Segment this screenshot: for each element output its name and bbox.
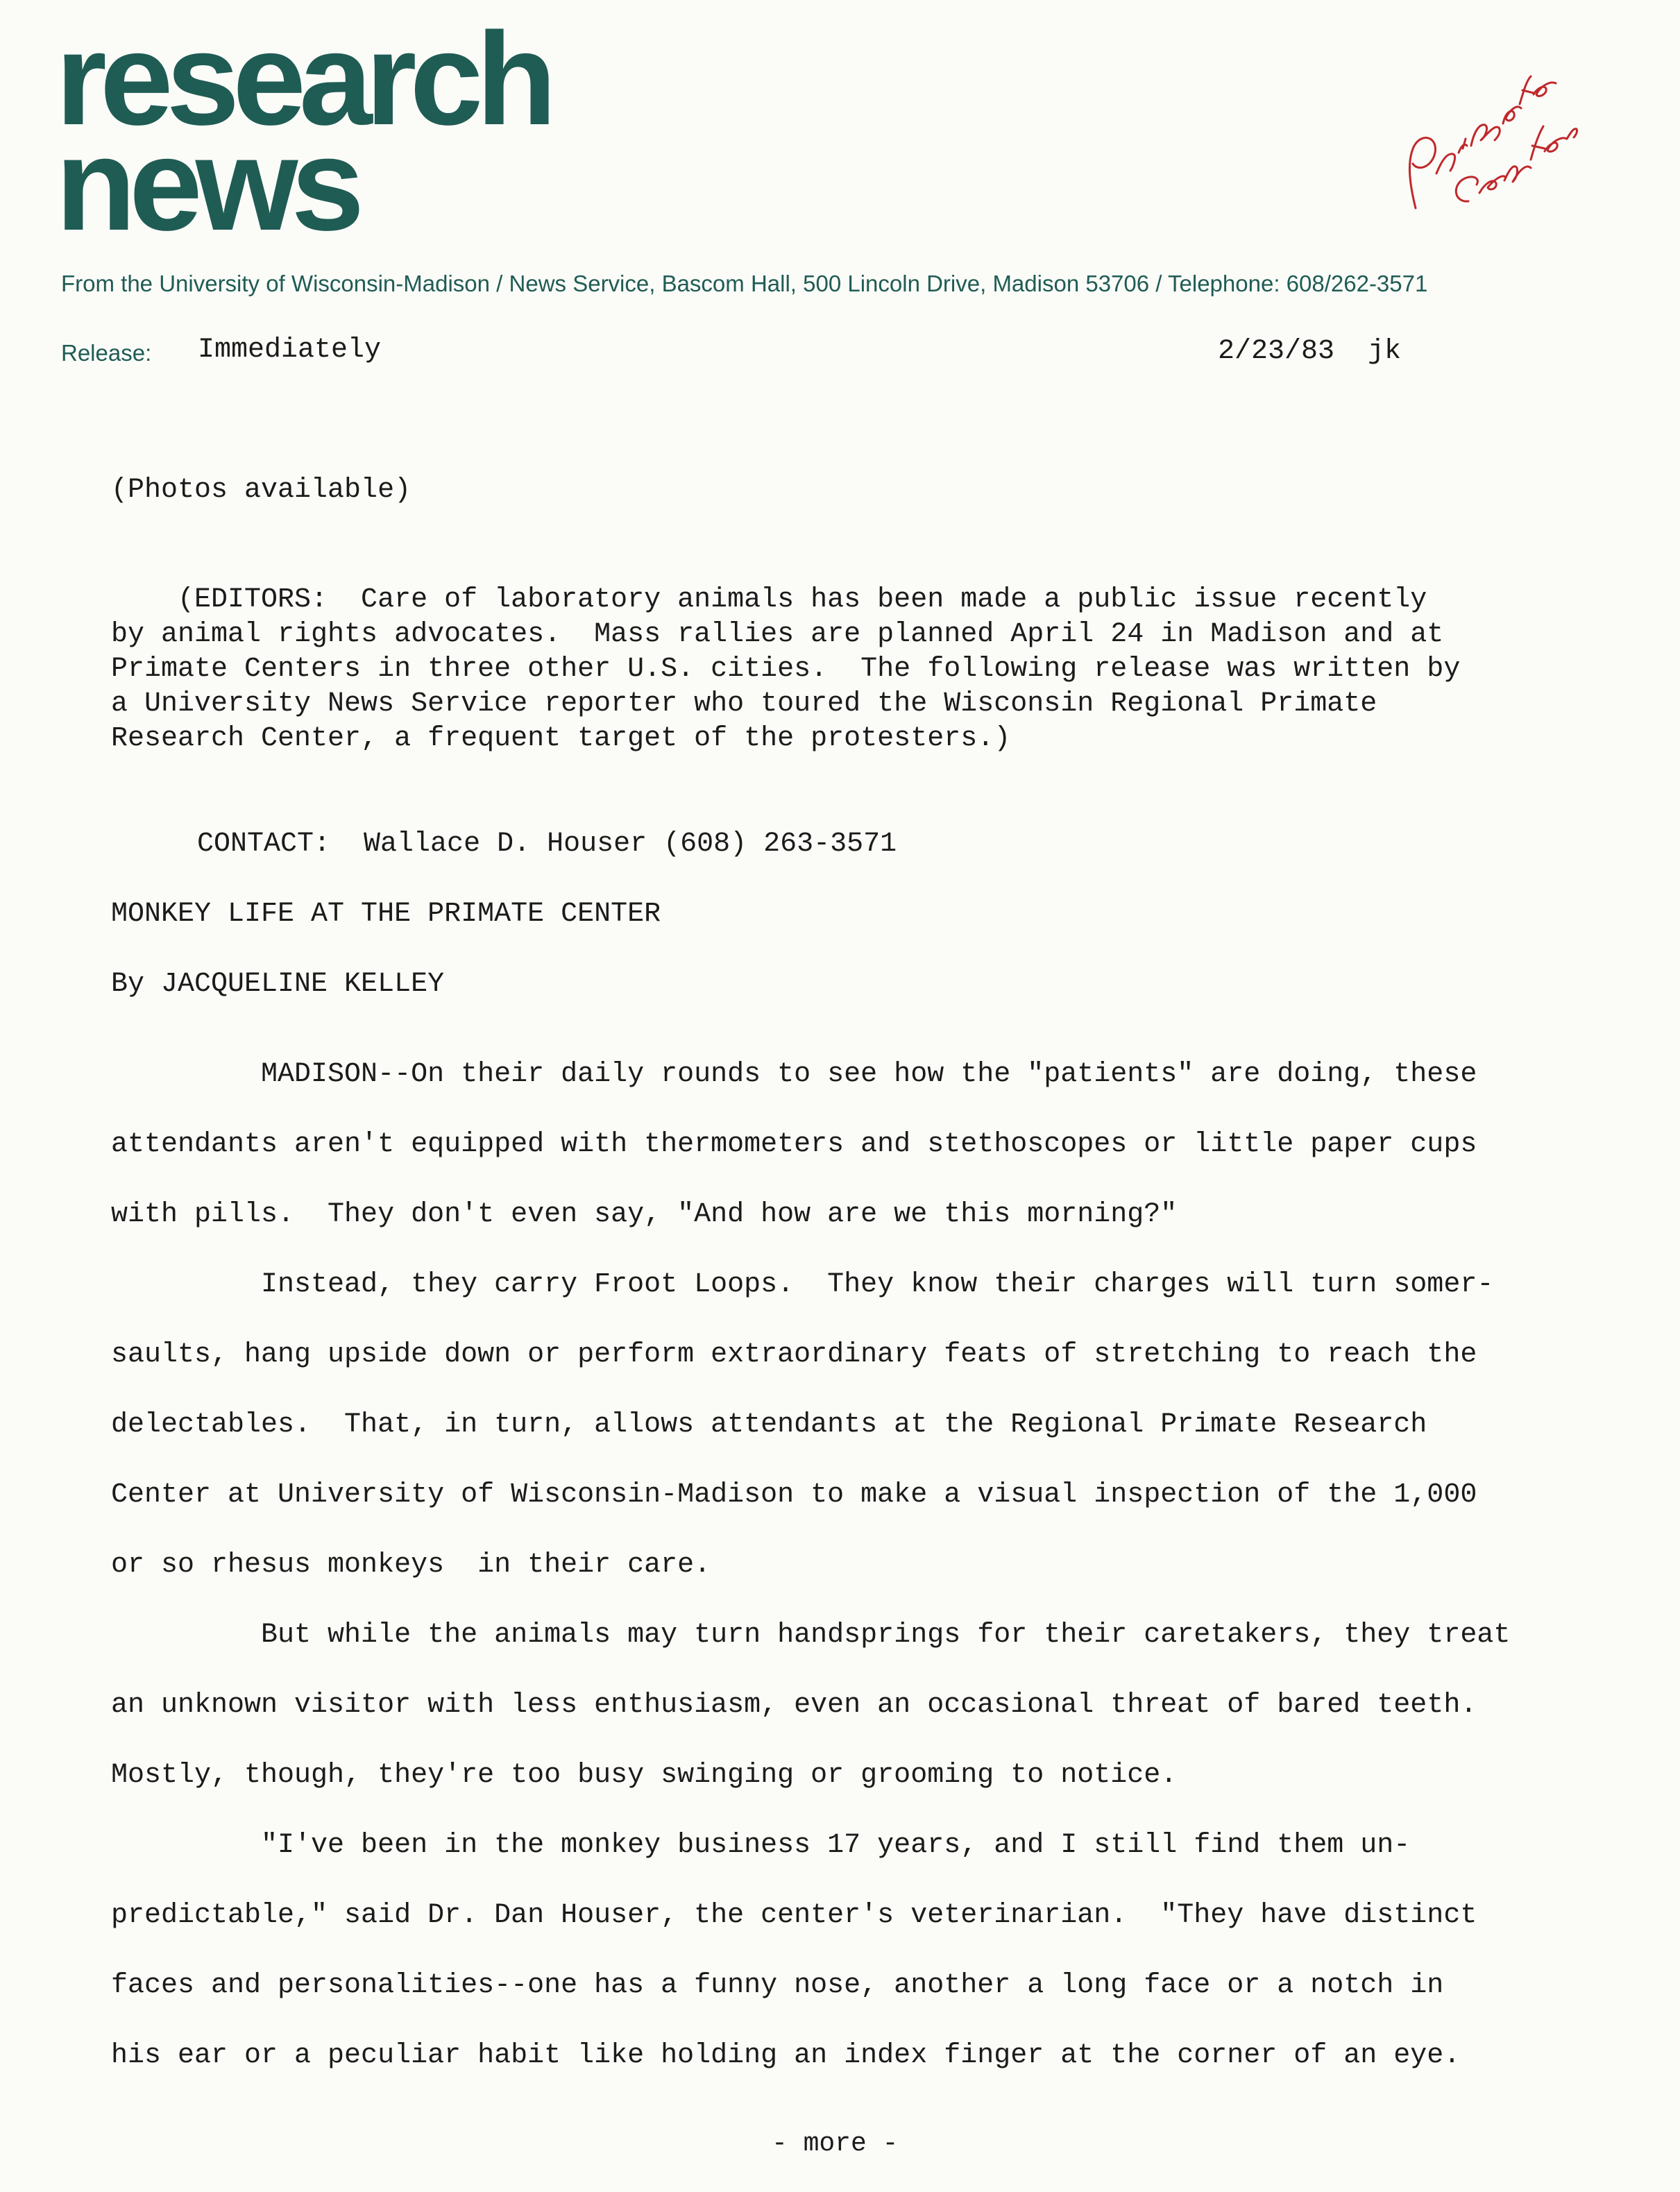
masthead-address: From the University of Wisconsin-Madison / News Service, Bascom Hall, 500 Lincoln Drive, Madison 53706 / Telephone: 608/262-3571: [61, 271, 1428, 296]
release-value: Immediately: [198, 334, 382, 366]
logo-line-research: research: [56, 6, 550, 153]
body-line: Center at University of Wisconsin-Madison to make a visual inspection of the 1,000: [111, 1479, 1477, 1511]
body-line: attendants aren't equipped with thermometers and stethoscopes or little paper cups: [111, 1129, 1477, 1160]
body-line: Instead, they carry Froot Loops. They know their charges will turn somer-: [111, 1269, 1494, 1300]
body-line: MADISON--On their daily rounds to see how the "patients" are doing, these: [111, 1059, 1477, 1090]
body-line: Mostly, though, they're too busy swinging or grooming to notice.: [111, 1760, 1178, 1791]
logo-line-news: news: [56, 111, 358, 258]
contact-line: CONTACT: Wallace D. Houser (608) 263-3571: [197, 829, 897, 860]
body-line: delectables. That, in turn, allows attendants at the Regional Primate Research: [111, 1409, 1427, 1441]
handwritten-primate-center-signature: [1402, 42, 1582, 222]
body-line: But while the animals may turn handsprings for their caretakers, they treat: [111, 1620, 1511, 1651]
body-line: saults, hang upside down or perform extraordinary feats of stretching to reach the: [111, 1339, 1477, 1370]
body-line: or so rhesus monkeys in their care.: [111, 1549, 711, 1581]
editors-note-line: by animal rights advocates. Mass rallies are planned April 24 in Madison and at: [111, 619, 1444, 650]
body-line: faces and personalities--one has a funny nose, another a long face or a notch in: [111, 1970, 1444, 2001]
body-line: an unknown visitor with less enthusiasm, even an occasional threat of bared teeth.: [111, 1690, 1477, 1721]
editors-note-line: a University News Service reporter who toured the Wisconsin Regional Primate: [111, 688, 1377, 720]
body-line: his ear or a peculiar habit like holding an index finger at the corner of an eye.: [111, 2040, 1461, 2071]
research-news-logo: [56, 6, 550, 258]
photos-available-note: (Photos available): [111, 475, 411, 506]
release-label: Release:: [61, 340, 152, 366]
article-body: [111, 1039, 1510, 2091]
byline: By JACQUELINE KELLEY: [111, 969, 445, 1000]
body-line: with pills. They don't even say, "And how are we this morning?": [111, 1199, 1178, 1230]
editors-note-line: Primate Centers in three other U.S. cities. The following release was written by: [111, 654, 1461, 685]
editors-note: [111, 583, 1460, 756]
body-line: predictable," said Dr. Dan Houser, the center's veterinarian. "They have distinct: [111, 1900, 1477, 1931]
editors-note-line: Research Center, a frequent target of the protesters.): [111, 723, 1011, 754]
more-marker: - more -: [772, 2129, 899, 2159]
editors-note-line: (EDITORS: Care of laboratory animals has been made a public issue recently: [111, 584, 1427, 615]
headline: MONKEY LIFE AT THE PRIMATE CENTER: [111, 899, 661, 930]
release-date: 2/23/83 jk: [1218, 336, 1402, 367]
body-line: "I've been in the monkey business 17 years, and I still find them un-: [111, 1830, 1411, 1861]
